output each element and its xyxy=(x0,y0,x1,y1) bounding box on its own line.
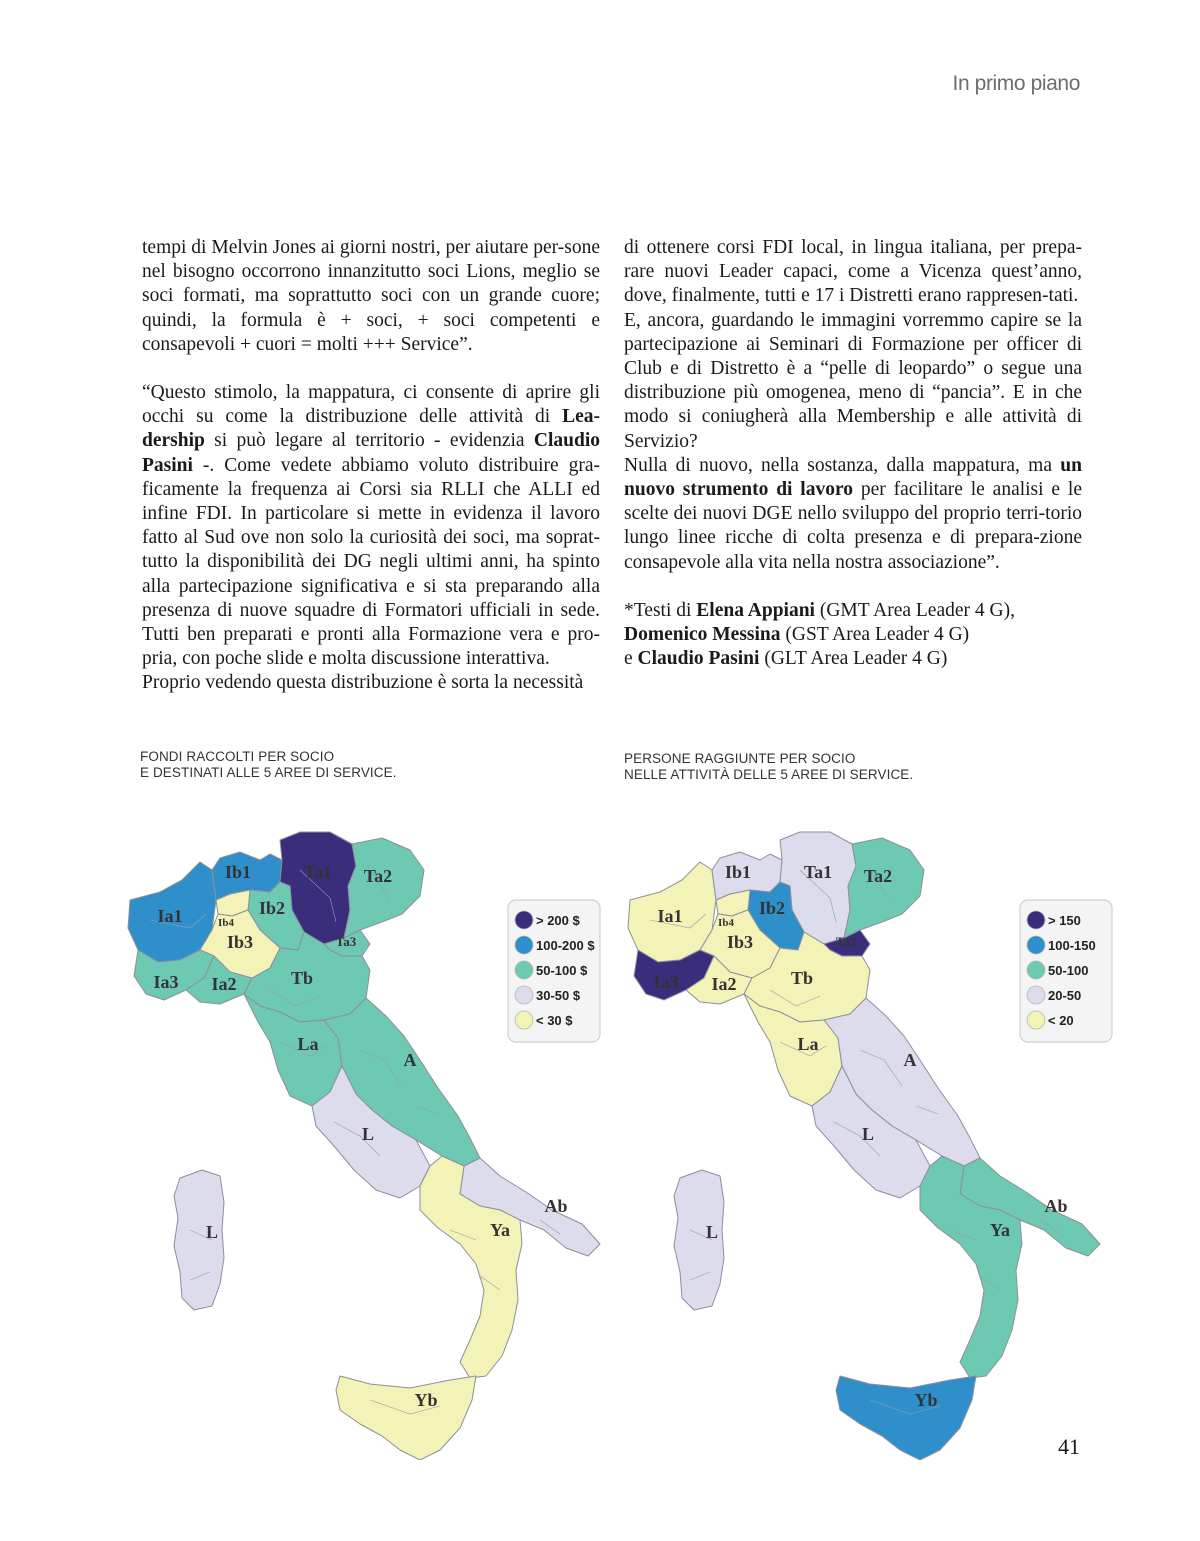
map-legend xyxy=(508,900,600,1042)
legend-label: > 150 xyxy=(1048,913,1081,928)
text-run: e xyxy=(624,648,638,670)
bold-text: Domenico Messina xyxy=(624,624,781,646)
text-run: tempi di Melvin Jones ai giorni nostri, per aiutare per-sone nel bisogno occorrono innanzitutto soci Lions, meglio se soci formati, ma soprattutto soci con un grande cuore; quindi, la formula è + soci, + soci competenti e consapevoli + cuori = molti +++ Service”. xyxy=(142,237,600,355)
region-label: Ta2 xyxy=(363,866,393,886)
bold-text: Lea-dership xyxy=(142,406,600,452)
legend-swatch xyxy=(515,961,533,979)
legend-swatch xyxy=(1027,911,1045,929)
paragraph xyxy=(142,236,600,357)
text-run: *Testi di xyxy=(624,599,697,621)
legend-label: 20-50 xyxy=(1048,988,1082,1003)
region-label: La xyxy=(797,1034,819,1054)
text-run: -. Come vedete abbiamo voluto distribuire gra-ficamente la frequenza ai Corsi sia RLLI che ALLI ed infine FDI. In particolare si mette in evidenza il lavoro fatto al Sud ove non solo la curiosità dei soci, ma soprat-tutto la disponibilità dei DG negli ultimi anni, ha spinto alla partecipazione significativa e si sta preparando alla presenza di nuove squadre di Formatori ufficiali in sede. Tutti ben preparati e pronti alla Formazione vera e pro-pria, con poche slide e molta discussione interattiva. xyxy=(142,454,600,670)
region-ta2 xyxy=(844,838,924,938)
caption-line: E DESTINATI ALLE 5 AREE DI SERVICE. xyxy=(140,765,397,780)
region-label: Ib4 xyxy=(218,917,234,929)
legend-label: 30-50 $ xyxy=(536,988,581,1003)
legend-label: < 20 xyxy=(1048,1013,1074,1028)
region-label: L xyxy=(861,1124,875,1144)
region-label: Ia2 xyxy=(211,974,237,994)
right-column xyxy=(624,236,1082,671)
bold-text: Elena Appiani xyxy=(696,599,815,621)
region-label: La xyxy=(297,1034,319,1054)
region-label: Ia3 xyxy=(653,972,679,992)
italy-map-funds xyxy=(115,800,605,1460)
region-label: Ta3 xyxy=(335,934,357,949)
region-label: Ia3 xyxy=(153,972,179,992)
caption-line: PERSONE RAGGIUNTE PER SOCIO xyxy=(624,751,856,766)
paragraph xyxy=(624,309,1082,454)
bold-text: Claudio Pasini xyxy=(637,648,760,670)
legend-swatch xyxy=(515,936,533,954)
credit-line xyxy=(624,647,1082,671)
legend-swatch xyxy=(1027,936,1045,954)
text-run: si può legare al territorio - evidenzia xyxy=(204,430,534,452)
legend-swatch xyxy=(515,986,533,1004)
paragraph xyxy=(142,671,600,695)
region-label: Ta2 xyxy=(863,866,893,886)
region-label: Yb xyxy=(914,1390,938,1410)
legend-swatch xyxy=(1027,961,1045,979)
credit-line xyxy=(624,623,1082,647)
region-label: Ta1 xyxy=(803,862,833,882)
legend-swatch xyxy=(1027,1011,1045,1029)
region-label: L xyxy=(205,1222,219,1242)
region-label: Ab xyxy=(1044,1196,1068,1216)
italy-map-people xyxy=(600,800,1140,1460)
text-run: di ottenere corsi FDI local, in lingua italiana, per prepa-rare nuovi Leader capaci, come a Vicenza quest’anno, dove, finalmente, tutti e 17 i Distretti erano rappresen-tati. xyxy=(624,237,1082,307)
text-run: (GST Area Leader 4 G) xyxy=(780,624,970,646)
text-run: E, ancora, guardando le immagini vorremmo capire se la partecipazione ai Seminari di Formazione per officer di Club e di Distretto è a “pelle di leopardo” o segue una distribuzione più omogenea, meno di “pancia”. E in che modo si coniugherà alla Membership e alle attività di Servizio? xyxy=(624,309,1082,452)
legend-label: 50-100 xyxy=(1048,963,1089,978)
region-label: Ib2 xyxy=(758,898,786,918)
text-run: per facilitare le analisi e le scelte dei nuovi DGE nello sviluppo del proprio terri-torio lungo linee ricche di colta presenza e di prepara-zione consapevole alla vita nella nostra associazione”. xyxy=(624,479,1082,573)
region-label: Ab xyxy=(544,1196,568,1216)
paragraph xyxy=(142,381,600,671)
region-yb xyxy=(336,1376,476,1460)
region-ta2 xyxy=(344,838,424,938)
legend-label: 50-100 $ xyxy=(536,963,588,978)
region-yb xyxy=(836,1376,976,1460)
region-label: Ib2 xyxy=(258,898,286,918)
region-label: Ib4 xyxy=(718,917,734,929)
region-label: Ta3 xyxy=(835,934,857,949)
region-label: Ia1 xyxy=(657,906,683,926)
region-label: Tb xyxy=(290,968,314,988)
region-label: Ia2 xyxy=(711,974,737,994)
region-label: Ib1 xyxy=(724,862,752,882)
bold-text: un nuovo strumento di lavoro xyxy=(624,454,1082,501)
legend-swatch xyxy=(515,1011,533,1029)
region-label: L xyxy=(361,1124,375,1144)
region-label: A xyxy=(903,1050,917,1070)
region-label: Ib3 xyxy=(226,932,254,952)
credit-line xyxy=(624,599,1082,623)
caption-line: NELLE ATTIVITÀ DELLE 5 AREE DI SERVICE. xyxy=(624,767,914,782)
author-credits xyxy=(624,599,1082,672)
paragraph xyxy=(624,454,1082,575)
region-label: Ya xyxy=(989,1220,1011,1240)
region-label: Ib1 xyxy=(224,862,252,882)
legend-label: 100-150 xyxy=(1048,938,1096,953)
region-label: L xyxy=(705,1222,719,1242)
legend-label: < 30 $ xyxy=(536,1013,573,1028)
region-label: Ia1 xyxy=(157,906,183,926)
text-run: Nulla di nuovo, nella sostanza, dalla mappatura, ma xyxy=(624,454,1061,476)
legend-label: 100-200 $ xyxy=(536,938,595,953)
region-label: Yb xyxy=(414,1390,438,1410)
section-label: In primo piano xyxy=(952,72,1080,95)
paragraph xyxy=(624,236,1082,309)
legend-swatch xyxy=(1027,986,1045,1004)
text-run: Proprio vedendo questa distribuzione è sorta la necessità xyxy=(142,672,584,694)
region-label: Ib3 xyxy=(726,932,754,952)
text-run: (GMT Area Leader 4 G), xyxy=(814,599,1015,621)
legend-swatch xyxy=(515,911,533,929)
region-label: Ya xyxy=(489,1220,511,1240)
text-run: (GLT Area Leader 4 G) xyxy=(759,648,948,670)
legend-label: > 200 $ xyxy=(536,913,580,928)
page-number: 41 xyxy=(1058,1434,1080,1459)
bold-text: Claudio Pasini xyxy=(142,430,600,476)
left-column xyxy=(142,236,600,696)
map-legend xyxy=(1020,900,1112,1042)
map-caption-funds xyxy=(140,749,397,781)
text-run: “Questo stimolo, la mappatura, ci consente di aprire gli occhi su come la distribuzione delle attività di xyxy=(142,382,600,428)
region-label: A xyxy=(403,1050,417,1070)
caption-line: FONDI RACCOLTI PER SOCIO xyxy=(140,749,335,764)
map-caption-people xyxy=(624,751,913,783)
region-label: Tb xyxy=(790,968,814,988)
region-label: Ta1 xyxy=(303,862,333,882)
